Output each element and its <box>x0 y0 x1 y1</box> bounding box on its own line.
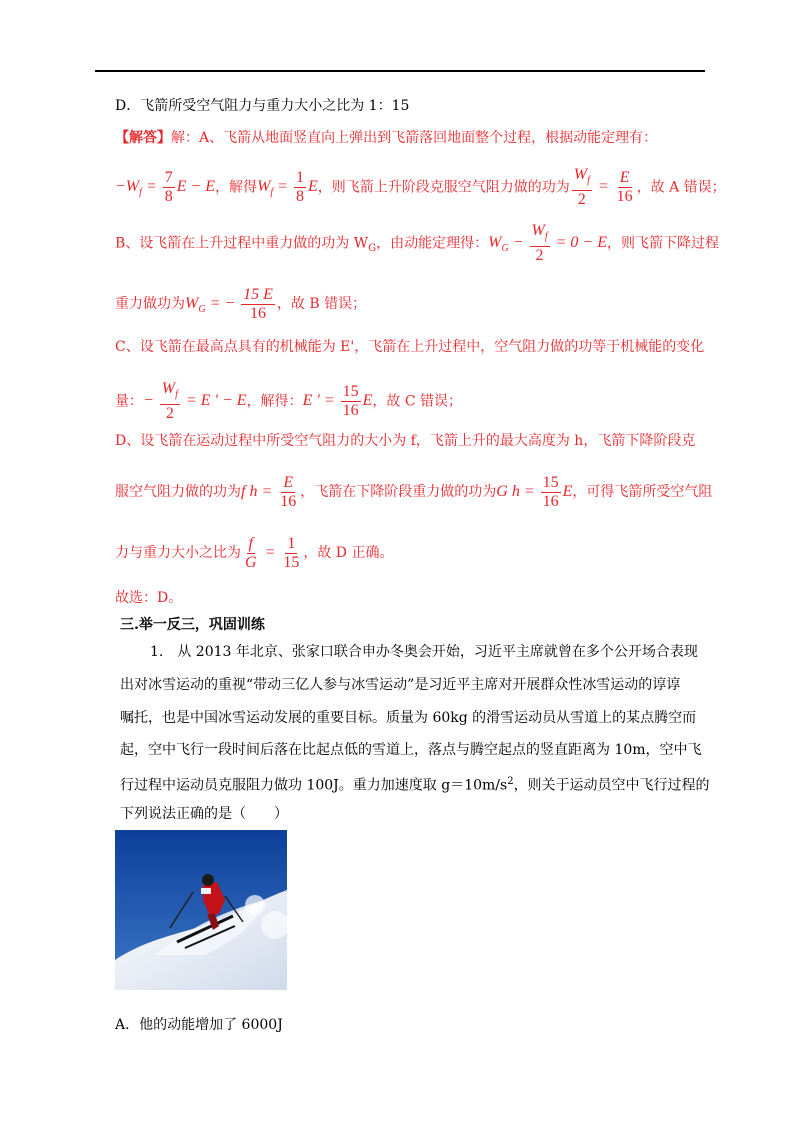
eq-c2: E ′ = $\frac{15}{16}$ E <box>302 383 373 420</box>
answer-d-line3: 力与重力大小之比为 $\frac{f}{G}$ = $\frac{1}{15}$ ，故 D 正确。 <box>115 535 394 571</box>
section-title: 三.举一反三，巩固训练 <box>120 617 265 633</box>
answer-conclusion: 故选：D。 <box>115 590 183 606</box>
eq-b2: $W_G$ = − $\frac{15 E}{16}$ <box>185 286 273 322</box>
header-rule <box>95 70 705 72</box>
answer-b-line1: B、设飞箭在上升过程中重力做的功为 $W_G$，由动能定理得：$W_G$ − $\frac{W_f}{2}$ = 0 − E，则飞箭下降过程 <box>115 222 719 265</box>
question-line5: 行过程中运动员克服阻力做功 100J。重力加速度取 $g=10m/s^2$，则关于运动员空中飞行过程的 <box>120 776 710 794</box>
answer-b-line2: 重力做功为$W_G$ = − $\frac{15 E}{16}$ ，故 B 错误； <box>115 286 367 322</box>
question-line2: 出对冰雪运动的重视“带动三亿人参与冰雪运动”是习近平主席对开展群众性冰雪运动的谆谆 <box>120 677 681 693</box>
eq-b1: $W_G$ − $\frac{W_f}{2}$ = 0 − E <box>488 222 607 265</box>
eq-a2: $W_f$ = $\frac{1}{8}$ E <box>257 169 318 206</box>
eq-d1: f h = $\frac{E}{16}$ <box>241 474 297 510</box>
question-line1: 1. 从 2013 年北京、张家口联合申办冬奥会开始，习近平主席就曾在多个公开场合表现 <box>150 644 698 660</box>
answer-intro <box>115 128 657 148</box>
question-line3: 嘱托，也是中国冰雪运动发展的重要目标。质量为 60kg 的滑雪运动员从雪道上的某点腾空而 <box>120 710 697 726</box>
option-a: A．他的动能增加了 6000J <box>115 1017 283 1033</box>
answer-tag: 【解答】 <box>115 130 171 146</box>
eq-a1: $-W_f$ = $\frac{7}{8}$ E − E <box>115 169 216 206</box>
answer-a-line: $-W_f$ = $\frac{7}{8}$ E − E，解得$W_f$ = $\frac{1}{8}$ E，则飞箭上升阶段克服空气阻力做的功为 $\frac{W_f}{2}$ = $\frac{E}{16}$ ，故 A 错误； <box>115 166 726 209</box>
eq-a3: $\frac{W_f}{2}$ = $\frac{E}{16}$ <box>573 166 633 209</box>
answer-c-line1: C、设飞箭在最高点具有的机械能为 E'，飞箭在上升过程中，空气阻力做的功等于机械能的变化 <box>115 339 705 355</box>
answer-d-line1: D、设飞箭在运动过程中所受空气阻力的大小为 f，飞箭上升的最大高度为 h，飞箭下降阶段克 <box>115 433 696 449</box>
option-d: D．飞箭所受空气阻力与重力大小之比为 1：15 <box>115 98 410 114</box>
question-line6: 下列说法正确的是（ ） <box>120 806 288 822</box>
answer-intro-text: 解：A、飞箭从地面竖直向上弹出到飞箭落回地面整个过程，根据动能定理有： <box>171 130 658 146</box>
question-line4: 起，空中飞行一段时间后落在比起点低的雪道上，落点与腾空起点的竖直距离为 10m，空中飞 <box>120 742 702 758</box>
skier-photo <box>115 830 287 990</box>
eq-c1: − $\frac{W_f}{2}$ = E ′ − E <box>143 380 247 423</box>
answer-c-line2: 量：− $\frac{W_f}{2}$ = E ′ − E，解得：E ′ = $\frac{15}{16}$ E，故 C 错误； <box>115 380 463 423</box>
eq-d3: $\frac{f}{G}$ = $\frac{1}{15}$ <box>245 535 300 571</box>
answer-d-line2: 服空气阻力做的功为f h = $\frac{E}{16}$ ，飞箭在下降阶段重力做的功为G h = $\frac{15}{16}$ E，可得飞箭所受空气阻 <box>115 474 713 510</box>
eq-d2: G h = $\frac{15}{16}$ E <box>496 474 573 510</box>
